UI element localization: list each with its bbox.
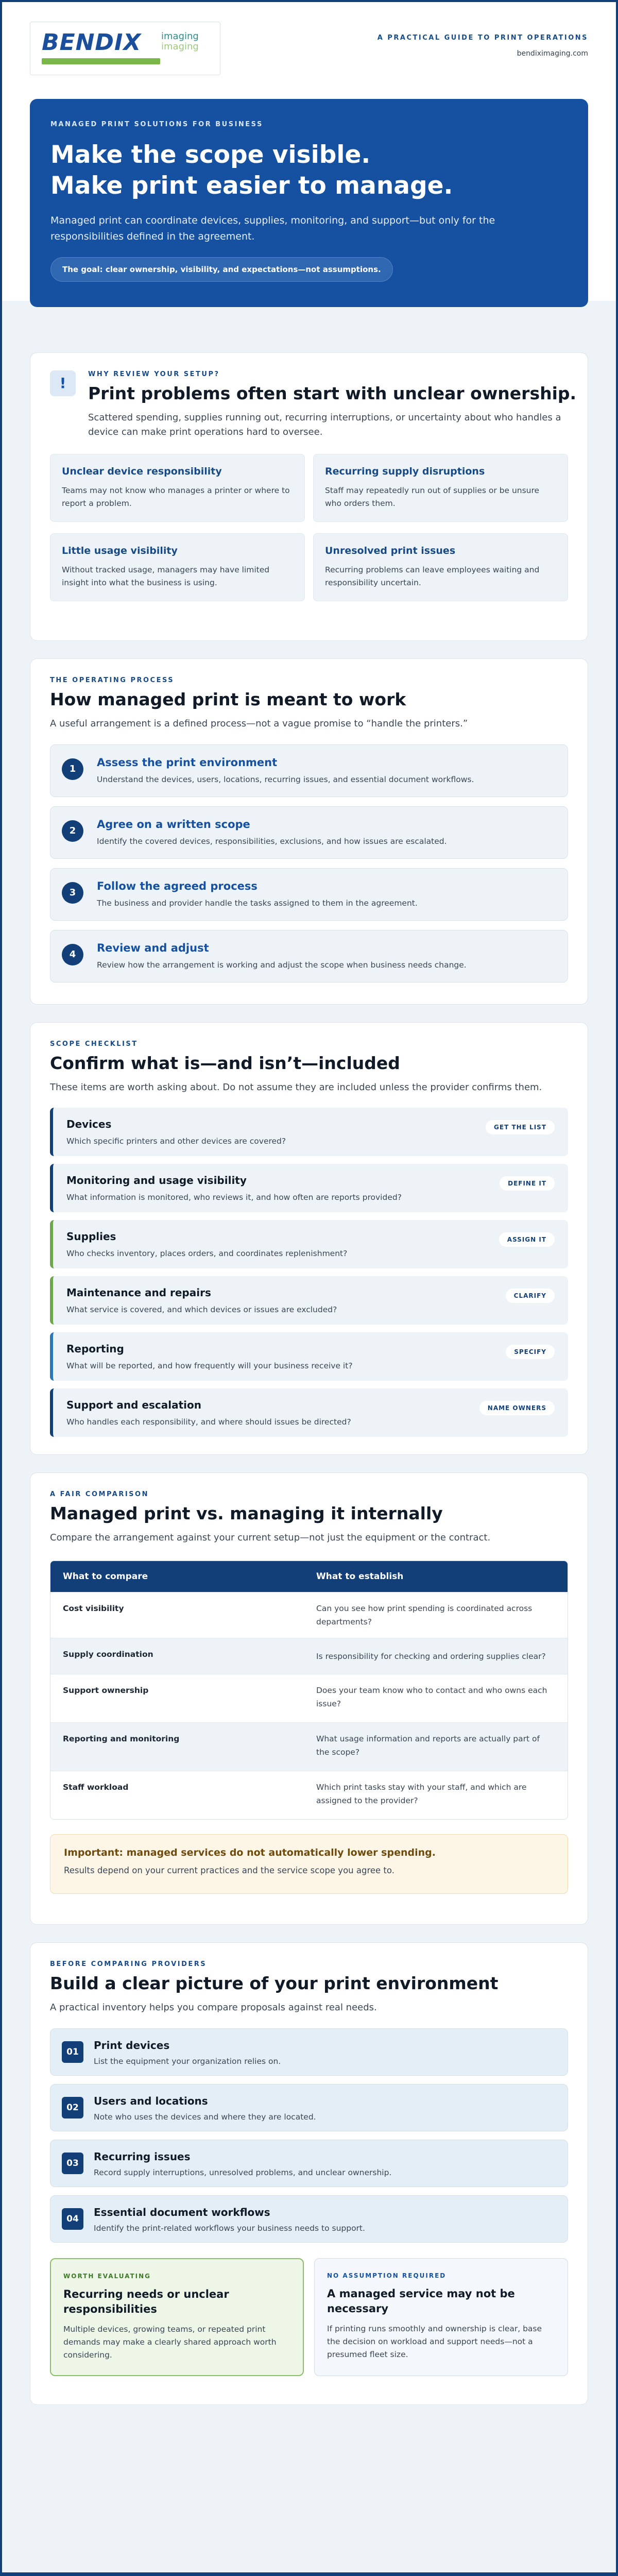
step-number: 1 (62, 758, 83, 780)
evaluate-eyebrow: WORTH EVALUATING (63, 2273, 151, 2280)
table-cell: Staff workload (63, 1783, 129, 1792)
inventory-item-text: Record supply interruptions, unresolved problems, and unclear ownership. (94, 2168, 392, 2177)
checklist-action-badge: SPECIFY (506, 1345, 555, 1359)
inventory-item-title: Essential document workflows (94, 2206, 270, 2218)
header (2, 2, 616, 90)
checklist-item-title: Maintenance and repairs (66, 1286, 211, 1299)
problem-card (50, 533, 305, 601)
hero-banner (30, 99, 588, 307)
evaluate-title: Recurring needs or unclear responsibilities (63, 2288, 229, 2315)
problem-card (313, 454, 568, 522)
no-assumption-title: A managed service may not be necessary (327, 2287, 515, 2315)
checklist-item (50, 1164, 568, 1212)
hero-goal-pill: The goal: clear ownership, visibility, and expectations—not assumptions. (50, 257, 393, 282)
inventory-item-text: Identify the print-related workflows your business needs to support. (94, 2224, 365, 2233)
alert-icon: ! (50, 370, 76, 396)
table-cell: Can you see how print spending is coordinated across departments? (316, 1604, 533, 1626)
no-assumption-eyebrow: NO ASSUMPTION REQUIRED (327, 2272, 447, 2279)
inventory-item (50, 2140, 568, 2187)
problem-title: Unresolved print issues (325, 545, 456, 556)
checklist-item-title: Devices (66, 1118, 112, 1130)
checklist-section (30, 1022, 588, 1455)
checklist-item (50, 1108, 568, 1156)
table-header-cell: What to establish (316, 1571, 404, 1582)
problem-text: Teams may not know who manages a printer or where to report a problem. (62, 486, 290, 508)
logo-sub-line-1: imaging (161, 31, 199, 42)
comparison-table (50, 1561, 568, 1820)
checklist-title: Confirm what is—and isn’t—included (50, 1053, 400, 1073)
inventory-number: 03 (62, 2153, 83, 2174)
checklist-intro: These items are worth asking about. Do not assume they are included unless the provider confirms them. (50, 1082, 542, 1093)
evaluate-text: Multiple devices, growing teams, or repeated print demands may make a clearly shared approach worth considering. (63, 2325, 277, 2360)
hero-eyebrow: MANAGED PRINT SOLUTIONS FOR BUSINESS (50, 121, 263, 128)
step-number: 2 (62, 820, 83, 842)
checklist-action-badge: GET THE LIST (486, 1120, 555, 1134)
problem-text: Without tracked usage, managers may have limited insight into what the business is using. (62, 565, 270, 587)
logo-subtext (161, 31, 199, 52)
checklist-item-text: What information is monitored, who reviews it, and how often are reports provided? (66, 1193, 402, 1202)
table-header (50, 1561, 568, 1592)
notice-text: Results depend on your current practices and the service scope you agree to. (64, 1866, 394, 1875)
table-row (50, 1592, 568, 1638)
table-cell: Which print tasks stay with your staff, and which are assigned to the provider? (316, 1783, 527, 1805)
table-cell: Reporting and monitoring (63, 1734, 180, 1743)
checklist-item-text: Who checks inventory, places orders, and coordinates replenishment? (66, 1249, 348, 1258)
checklist-item-text: What service is covered, and which devices or issues are excluded? (66, 1305, 337, 1314)
checklist-item-text: What will be reported, and how frequently will your business receive it? (66, 1361, 353, 1370)
step-text: Identify the covered devices, responsibilities, exclusions, and how issues are escalated. (97, 837, 447, 846)
why-eyebrow: WHY REVIEW YOUR SETUP? (88, 370, 220, 378)
table-row (50, 1638, 568, 1674)
checklist-item-text: Which specific printers and other devices are covered? (66, 1137, 286, 1146)
hero-title-line-1: Make the scope visible. (50, 141, 371, 169)
table-header-cell: What to compare (63, 1571, 148, 1582)
checklist-item-title: Reporting (66, 1343, 124, 1355)
hero-title-line-2: Make print easier to manage. (50, 172, 453, 200)
comparison-eyebrow: A FAIR COMPARISON (50, 1490, 149, 1498)
process-section (30, 658, 588, 1005)
step-title: Assess the print environment (97, 756, 278, 769)
inventory-item (50, 2084, 568, 2131)
checklist-item-title: Support and escalation (66, 1399, 201, 1411)
problem-title: Little usage visibility (62, 545, 178, 556)
why-header (50, 370, 577, 439)
problem-card (50, 454, 305, 522)
hero-title (50, 140, 568, 201)
step-text: Understand the devices, users, locations, recurring issues, and essential document workflows. (97, 775, 474, 784)
process-eyebrow: THE OPERATING PROCESS (50, 676, 175, 684)
footer (2, 2572, 616, 2576)
checklist-item-title: Supplies (66, 1230, 116, 1243)
comparison-intro: Compare the arrangement against your current setup—not just the equipment or the contract. (50, 1532, 491, 1543)
evaluate-card (50, 2258, 304, 2376)
table-cell: Supply coordination (63, 1650, 153, 1659)
process-step (50, 744, 568, 797)
spending-notice (50, 1834, 568, 1894)
inventory-item (50, 2028, 568, 2076)
inventory-eyebrow: BEFORE COMPARING PROVIDERS (50, 1960, 207, 1968)
table-cell: What usage information and reports are actually part of the scope? (316, 1734, 540, 1757)
inventory-section (30, 1942, 588, 2405)
inventory-item-title: Recurring issues (94, 2150, 191, 2163)
inventory-item (50, 2195, 568, 2243)
evaluation-grid (50, 2258, 568, 2376)
problem-text: Staff may repeatedly run out of supplies or be unsure who orders them. (325, 486, 540, 508)
notice-title: Important: managed services do not automatically lower spending. (64, 1847, 436, 1858)
table-row (50, 1674, 568, 1722)
problem-card (313, 533, 568, 601)
table-row (50, 1722, 568, 1771)
inventory-number: 04 (62, 2208, 83, 2230)
process-intro: A useful arrangement is a defined process—not a vague promise to “handle the printers.” (50, 718, 468, 729)
checklist-item (50, 1220, 568, 1268)
step-title: Review and adjust (97, 942, 209, 954)
checklist-item-text: Who handles each responsibility, and where should issues be directed? (66, 1417, 351, 1427)
checklist-action-badge: CLARIFY (506, 1289, 555, 1303)
problem-title: Unclear device responsibility (62, 466, 222, 477)
logo-sub-line-2: imaging (161, 41, 199, 52)
table-cell: Is responsibility for checking and ordering supplies clear? (316, 1652, 546, 1661)
no-assumption-card (314, 2258, 568, 2376)
inventory-item-text: List the equipment your organization relies on. (94, 2057, 281, 2066)
logo-swoosh (42, 58, 160, 64)
inventory-item-text: Note who uses the devices and where they are located. (94, 2112, 316, 2122)
no-assumption-text: If printing runs smoothly and ownership is clear, base the decision on workload and support needs—not a presumed fleet size. (327, 2324, 542, 2359)
inventory-number: 01 (62, 2041, 83, 2063)
step-text: Review how the arrangement is working and adjust the scope when business needs change. (97, 960, 467, 970)
header-site-link[interactable]: bendiximaging.com (517, 49, 588, 58)
comparison-title: Managed print vs. managing it internally (50, 1503, 443, 1523)
step-title: Follow the agreed process (97, 880, 258, 892)
process-step (50, 930, 568, 982)
problem-text: Recurring problems can leave employees waiting and responsibility uncertain. (325, 565, 540, 587)
inventory-intro: A practical inventory helps you compare proposals against real needs. (50, 2002, 377, 2013)
why-title: Print problems often start with unclear ownership. (88, 383, 577, 403)
why-problem-grid (50, 454, 568, 601)
checklist-eyebrow: SCOPE CHECKLIST (50, 1040, 138, 1048)
table-cell: Cost visibility (63, 1604, 124, 1613)
inventory-item-title: Users and locations (94, 2095, 208, 2107)
comparison-section (30, 1472, 588, 1925)
checklist-action-badge: ASSIGN IT (499, 1232, 555, 1247)
table-cell: Support ownership (63, 1686, 149, 1695)
step-text: The business and provider handle the tasks assigned to them in the agreement. (97, 899, 418, 908)
why-section (30, 352, 588, 641)
checklist-item-title: Monitoring and usage visibility (66, 1174, 247, 1187)
logo[interactable] (30, 22, 220, 75)
table-cell: Does your team know who to contact and who owns each issue? (316, 1686, 547, 1708)
process-step (50, 806, 568, 859)
why-intro: Scattered spending, supplies running out, recurring interruptions, or uncertainty about who handles a device can make print operations hard to oversee. (88, 412, 561, 437)
checklist-item (50, 1332, 568, 1381)
process-title: How managed print is meant to work (50, 689, 406, 709)
inventory-title: Build a clear picture of your print environment (50, 1973, 499, 1993)
problem-title: Recurring supply disruptions (325, 466, 485, 477)
hero-body: Managed print can coordinate devices, supplies, monitoring, and support—but only for the responsibilities defined in the agreement. (50, 215, 495, 242)
inventory-number: 02 (62, 2097, 83, 2119)
step-number: 3 (62, 882, 83, 904)
process-step (50, 868, 568, 921)
checklist-item (50, 1388, 568, 1437)
table-row (50, 1771, 568, 1819)
logo-wordmark: BENDIX (42, 29, 142, 56)
step-title: Agree on a written scope (97, 818, 250, 831)
inventory-item-title: Print devices (94, 2039, 170, 2052)
checklist-action-badge: DEFINE IT (500, 1176, 555, 1191)
checklist-action-badge: NAME OWNERS (479, 1401, 555, 1415)
checklist-item (50, 1276, 568, 1325)
header-tagline: A PRACTICAL GUIDE TO PRINT OPERATIONS (377, 34, 588, 42)
step-number: 4 (62, 944, 83, 965)
